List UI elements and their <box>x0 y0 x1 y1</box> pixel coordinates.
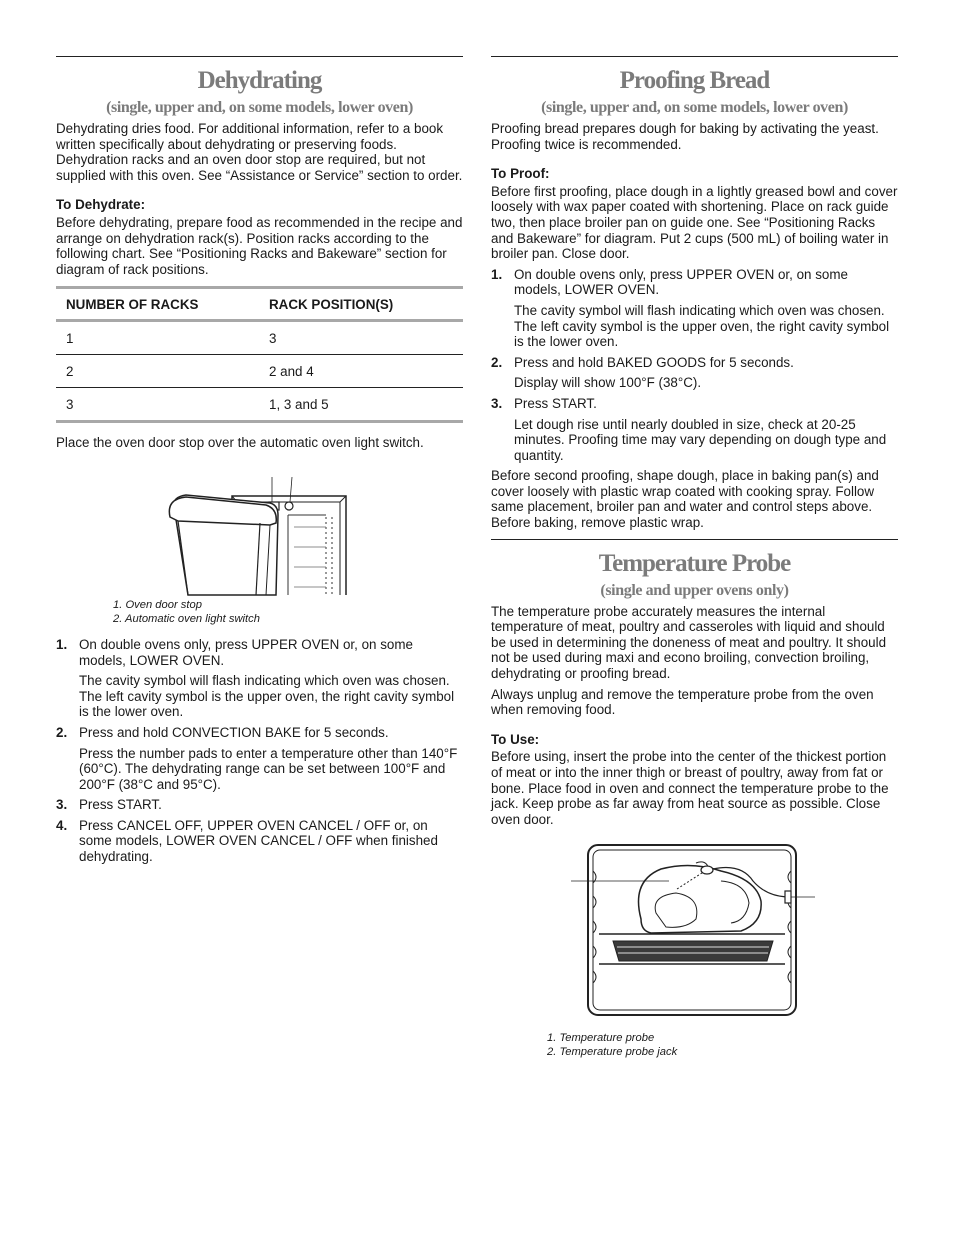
probe-subtitle: (single and upper ovens only) <box>600 581 789 599</box>
proofing-steps <box>491 267 898 464</box>
list-item <box>491 355 898 391</box>
table-cell: 2 and 4 <box>259 355 463 388</box>
step-text: Press START. <box>79 797 162 813</box>
list-item <box>491 267 898 350</box>
step-note: Let dough rise until nearly doubled in size, check at 20-25 minutes. Proofing time may vary depending on dough type and quantity. <box>514 416 887 463</box>
table-row <box>56 321 463 355</box>
oven-probe-illustration <box>491 841 898 1019</box>
step-text: Press START. <box>514 395 597 411</box>
dehydrating-subtitle: (single, upper and, on some models, lower oven) <box>106 99 413 116</box>
step-number: 4. <box>56 817 68 833</box>
to-proof-heading: To Proof: <box>491 166 550 182</box>
step-text: Press and hold BAKED GOODS for 5 seconds. <box>514 354 794 370</box>
list-item <box>56 818 463 865</box>
to-dehydrate-text: Before dehydrating, prepare food as recommended in the recipe and arrange on dehydration rack(s). Position racks according to the following chart. See “Positioning Racks and Bakeware” section for diagram of rack positions. <box>56 214 463 277</box>
step-number: 3. <box>491 395 503 411</box>
table-header-row <box>56 288 463 321</box>
dehydrating-intro: Dehydrating dries food. For additional information, refer to a book written specifically about dehydrating or preserving foods. Dehydration racks and an oven door stop are required, but not supplied with this oven. See “Assistance or Service” section to order. <box>56 121 463 183</box>
table-cell: 2 <box>56 355 259 388</box>
step-number: 3. <box>56 797 68 813</box>
probe-figure-caption-2: 2. Temperature probe jack <box>547 1046 678 1059</box>
step-number: 2. <box>56 724 68 740</box>
table-row <box>56 388 463 422</box>
probe-note: Always unplug and remove the temperature probe from the oven when removing food. <box>491 686 874 718</box>
table-header-number-of-racks: NUMBER OF RACKS <box>56 288 259 321</box>
section-rule <box>56 56 463 57</box>
to-use-heading: To Use: <box>491 731 540 747</box>
second-proofing-text: Before second proofing, shape dough, place in baking pan(s) and cover loosely with plastic wrap coated with cooking spray. Follow same placement, broiler pan and water and control steps above. Before baking, remove plastic wrap. <box>491 468 879 531</box>
step-number: 2. <box>491 354 503 370</box>
list-item <box>491 396 898 463</box>
step-text: Press and hold CONVECTION BAKE for 5 seconds. <box>79 724 389 740</box>
step-note: The cavity symbol will flash indicating which oven was chosen. The left cavity symbol is the upper oven, the right cavity symbol is the lower oven. <box>79 673 455 720</box>
table-cell: 1, 3 and 5 <box>259 388 463 422</box>
temperature-probe-section <box>491 539 898 1068</box>
section-rule <box>491 539 898 540</box>
table-header-rack-positions: RACK POSITION(S) <box>259 288 463 321</box>
list-item <box>56 725 463 792</box>
step-note: Display will show 100°F (38°C). <box>514 375 702 391</box>
step-text: On double ovens only, press UPPER OVEN or, on some models, LOWER OVEN. <box>79 636 413 668</box>
right-column <box>491 56 898 1067</box>
to-use-text: Before using, insert the probe into the center of the thickest portion of meat or into the inner thigh or breast of poultry, away from fat or bone. Place food in oven and connect the temperature probe to the jack. Keep probe as far away from heat source as possible. Close oven door. <box>491 749 889 827</box>
proofing-title: Proofing Bread <box>619 67 770 94</box>
oven-door-illustration <box>56 477 463 612</box>
step-number: 1. <box>56 636 68 652</box>
step-note: Press the number pads to enter a temperature other than 140°F (60°C). The dehydrating range can be set between 100°F and 200°F (38°C and 95°C). <box>79 745 458 792</box>
door-figure-caption-2: 2. Automatic oven light switch <box>113 612 260 625</box>
probe-intro: The temperature probe accurately measures the internal temperature of meat, poultry and casseroles with liquid and should be used in determining the doneness of meat and poultry. It should not be used during maxi and econo broiling, convection broiling, dehydrating or proofing bread. <box>491 603 887 682</box>
to-dehydrate-heading: To Dehydrate: <box>56 197 146 213</box>
section-rule <box>491 56 898 57</box>
to-proof-text: Before first proofing, place dough in a lightly greased bowl and cover loosely with wax paper coated with shortening. Place on rack guide two, then place broiler pan on guide one. See “Positioning Racks and Bakeware” for diagram. Put 2 cups (500 mL) of boiling water in broiler pan. Close door. <box>491 183 898 262</box>
step-text: Press CANCEL OFF, UPPER OVEN CANCEL / OFF or, on some models, LOWER OVEN CANCEL / OFF when finished dehydrating. <box>79 817 438 865</box>
list-item <box>56 637 463 720</box>
step-note: The cavity symbol will flash indicating which oven was chosen. The left cavity symbol is the upper oven, the right cavity symbol is the lower oven. <box>514 302 890 350</box>
proofing-intro: Proofing bread prepares dough for baking by activating the yeast. Proofing twice is recommended. <box>491 121 879 152</box>
door-figure-caption-1: 1. Oven door stop <box>113 598 202 611</box>
dehydrating-title: Dehydrating <box>197 67 322 94</box>
dehydrating-section <box>56 56 463 870</box>
probe-figure-caption-1: 1. Temperature probe <box>547 1032 655 1045</box>
rack-position-table <box>56 286 463 423</box>
oven-door-figure <box>56 459 463 625</box>
list-item <box>56 797 463 813</box>
step-number: 1. <box>491 266 503 282</box>
proofing-section <box>491 56 898 531</box>
probe-title: Temperature Probe <box>598 549 791 577</box>
dehydrate-steps <box>56 637 463 865</box>
temperature-probe-figure <box>491 841 898 1067</box>
table-cell: 3 <box>259 321 463 355</box>
step-text: On double ovens only, press UPPER OVEN or, on some models, LOWER OVEN. <box>514 266 848 298</box>
table-row <box>56 355 463 388</box>
door-stop-text: Place the oven door stop over the automatic oven light switch. <box>56 435 424 451</box>
table-cell: 1 <box>56 321 259 355</box>
proofing-subtitle: (single, upper and, on some models, lower oven) <box>541 99 848 116</box>
table-cell: 3 <box>56 388 259 422</box>
